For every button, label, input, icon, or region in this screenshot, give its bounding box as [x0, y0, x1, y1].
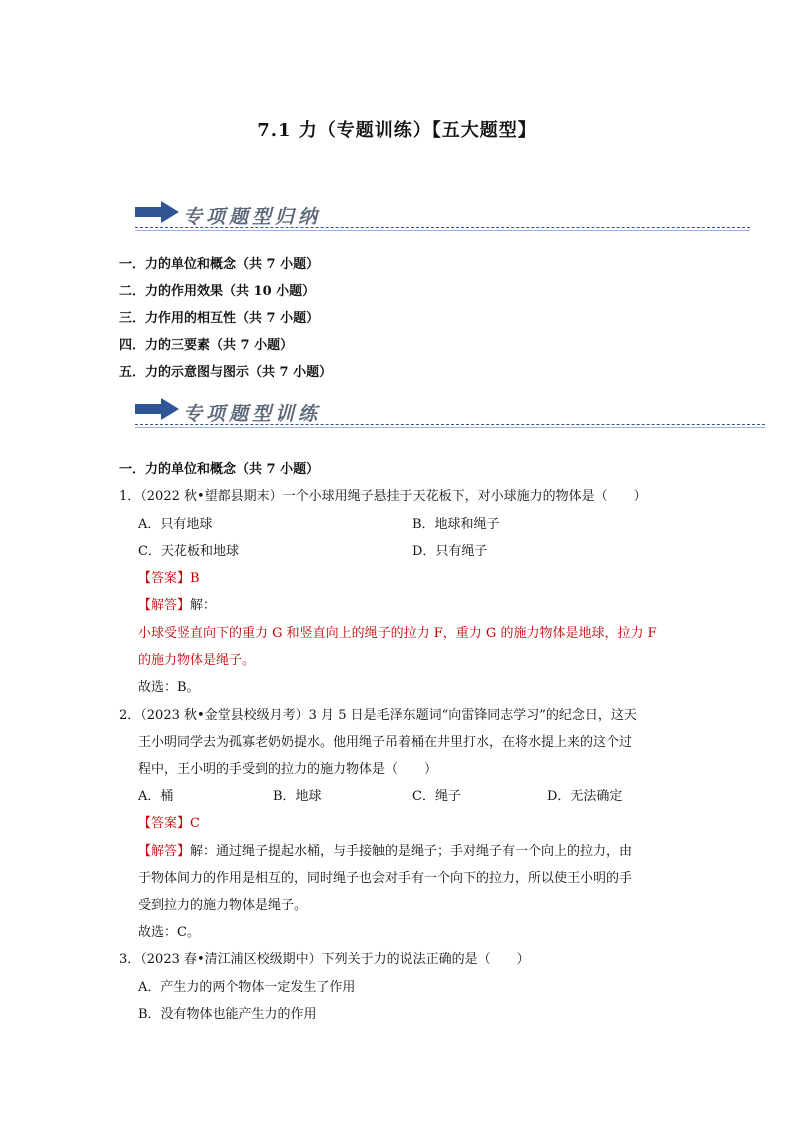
option-b[interactable]: B．没有物体也能产生力的作用: [138, 1007, 317, 1022]
divider: [135, 427, 765, 428]
analysis-label: 【解答】: [138, 844, 191, 859]
dashed-divider: [135, 227, 750, 228]
question-stem: 1．（2022 秋•望都县期末）一个小球用绳子悬挂于天花板下，对小球施力的物体是（ ）: [119, 489, 647, 504]
arrow-icon: [135, 397, 179, 421]
analysis-text: 解：通过绳子提起水桶，与手接触的是绳子；手对绳子有一个向上的拉力，由: [190, 844, 633, 859]
conclusion: 故选：B。: [138, 680, 200, 695]
toc-item[interactable]: 五．力的示意图与图示（共 7 小题）: [119, 365, 333, 380]
analysis-text: 受到拉力的施力物体是绳子。: [138, 898, 308, 913]
toc-item[interactable]: 三．力作用的相互性（共 7 小题）: [119, 311, 320, 326]
question-stem: 3．（2023 春•清江浦区校级期中）下列关于力的说法正确的是（ ）: [119, 952, 530, 967]
analysis-prefix: 解：: [190, 598, 217, 613]
section-header-training: [135, 397, 770, 427]
section-header-summary-label: 专项题型归纳: [183, 206, 322, 228]
analysis-text: 于物体间力的作用是相互的，同时绳子也会对手有一个向下的拉力，所以使王小明的手: [138, 871, 633, 886]
answer-line: [138, 812, 200, 831]
section-header-training-label: 专项题型训练: [183, 403, 322, 425]
dashed-divider: [135, 424, 765, 425]
answer-label: 【答案】: [138, 571, 191, 586]
option-a[interactable]: A．桶: [138, 789, 174, 804]
analysis-label-line: [138, 594, 216, 613]
question-stem: 2．（2023 秋•金堂县校级月考）3 月 5 日是毛泽东题词“向雷锋同志学习”的纪念日，这天: [119, 708, 637, 723]
toc-item[interactable]: 四．力的三要素（共 7 小题）: [119, 338, 294, 353]
answer-label: 【答案】: [138, 816, 191, 831]
option-b[interactable]: B．地球: [273, 789, 322, 804]
analysis-text: 小球受竖直向下的重力 G 和竖直向上的绳子的拉力 F，重力 G 的施力物体是地球，拉力 F: [138, 626, 657, 641]
answer-value: C: [190, 816, 200, 831]
divider: [135, 230, 750, 231]
option-a[interactable]: A．产生力的两个物体一定发生了作用: [138, 980, 356, 995]
answer-value: B: [190, 571, 200, 586]
option-d[interactable]: D．无法确定: [547, 789, 623, 804]
section-header-summary: [135, 200, 755, 230]
option-b[interactable]: B．地球和绳子: [412, 517, 500, 532]
analysis-line: [138, 840, 632, 859]
question-stem: 王小明同学去为孤寡老奶奶提水。他用绳子吊着桶在井里打水，在将水提上来的这个过: [138, 735, 633, 750]
toc-item[interactable]: 二．力的作用效果（共 10 小题）: [119, 284, 316, 299]
option-c[interactable]: C．天花板和地球: [138, 544, 239, 559]
analysis-text: 的施力物体是绳子。: [138, 653, 256, 668]
page-title: 7.1 力（专题训练）【五大题型】: [257, 120, 537, 141]
section-title: 一．力的单位和概念（共 7 小题）: [119, 462, 320, 477]
option-c[interactable]: C．绳子: [412, 789, 461, 804]
question-stem: 程中，王小明的手受到的拉力的施力物体是（ ）: [138, 762, 438, 777]
conclusion: 故选：C。: [138, 925, 200, 940]
option-d[interactable]: D．只有绳子: [412, 544, 488, 559]
arrow-icon: [135, 200, 179, 224]
answer-line: [138, 567, 200, 586]
toc-item[interactable]: 一．力的单位和概念（共 7 小题）: [119, 257, 320, 272]
analysis-label: 【解答】: [138, 598, 191, 613]
option-a[interactable]: A．只有地球: [138, 517, 213, 532]
